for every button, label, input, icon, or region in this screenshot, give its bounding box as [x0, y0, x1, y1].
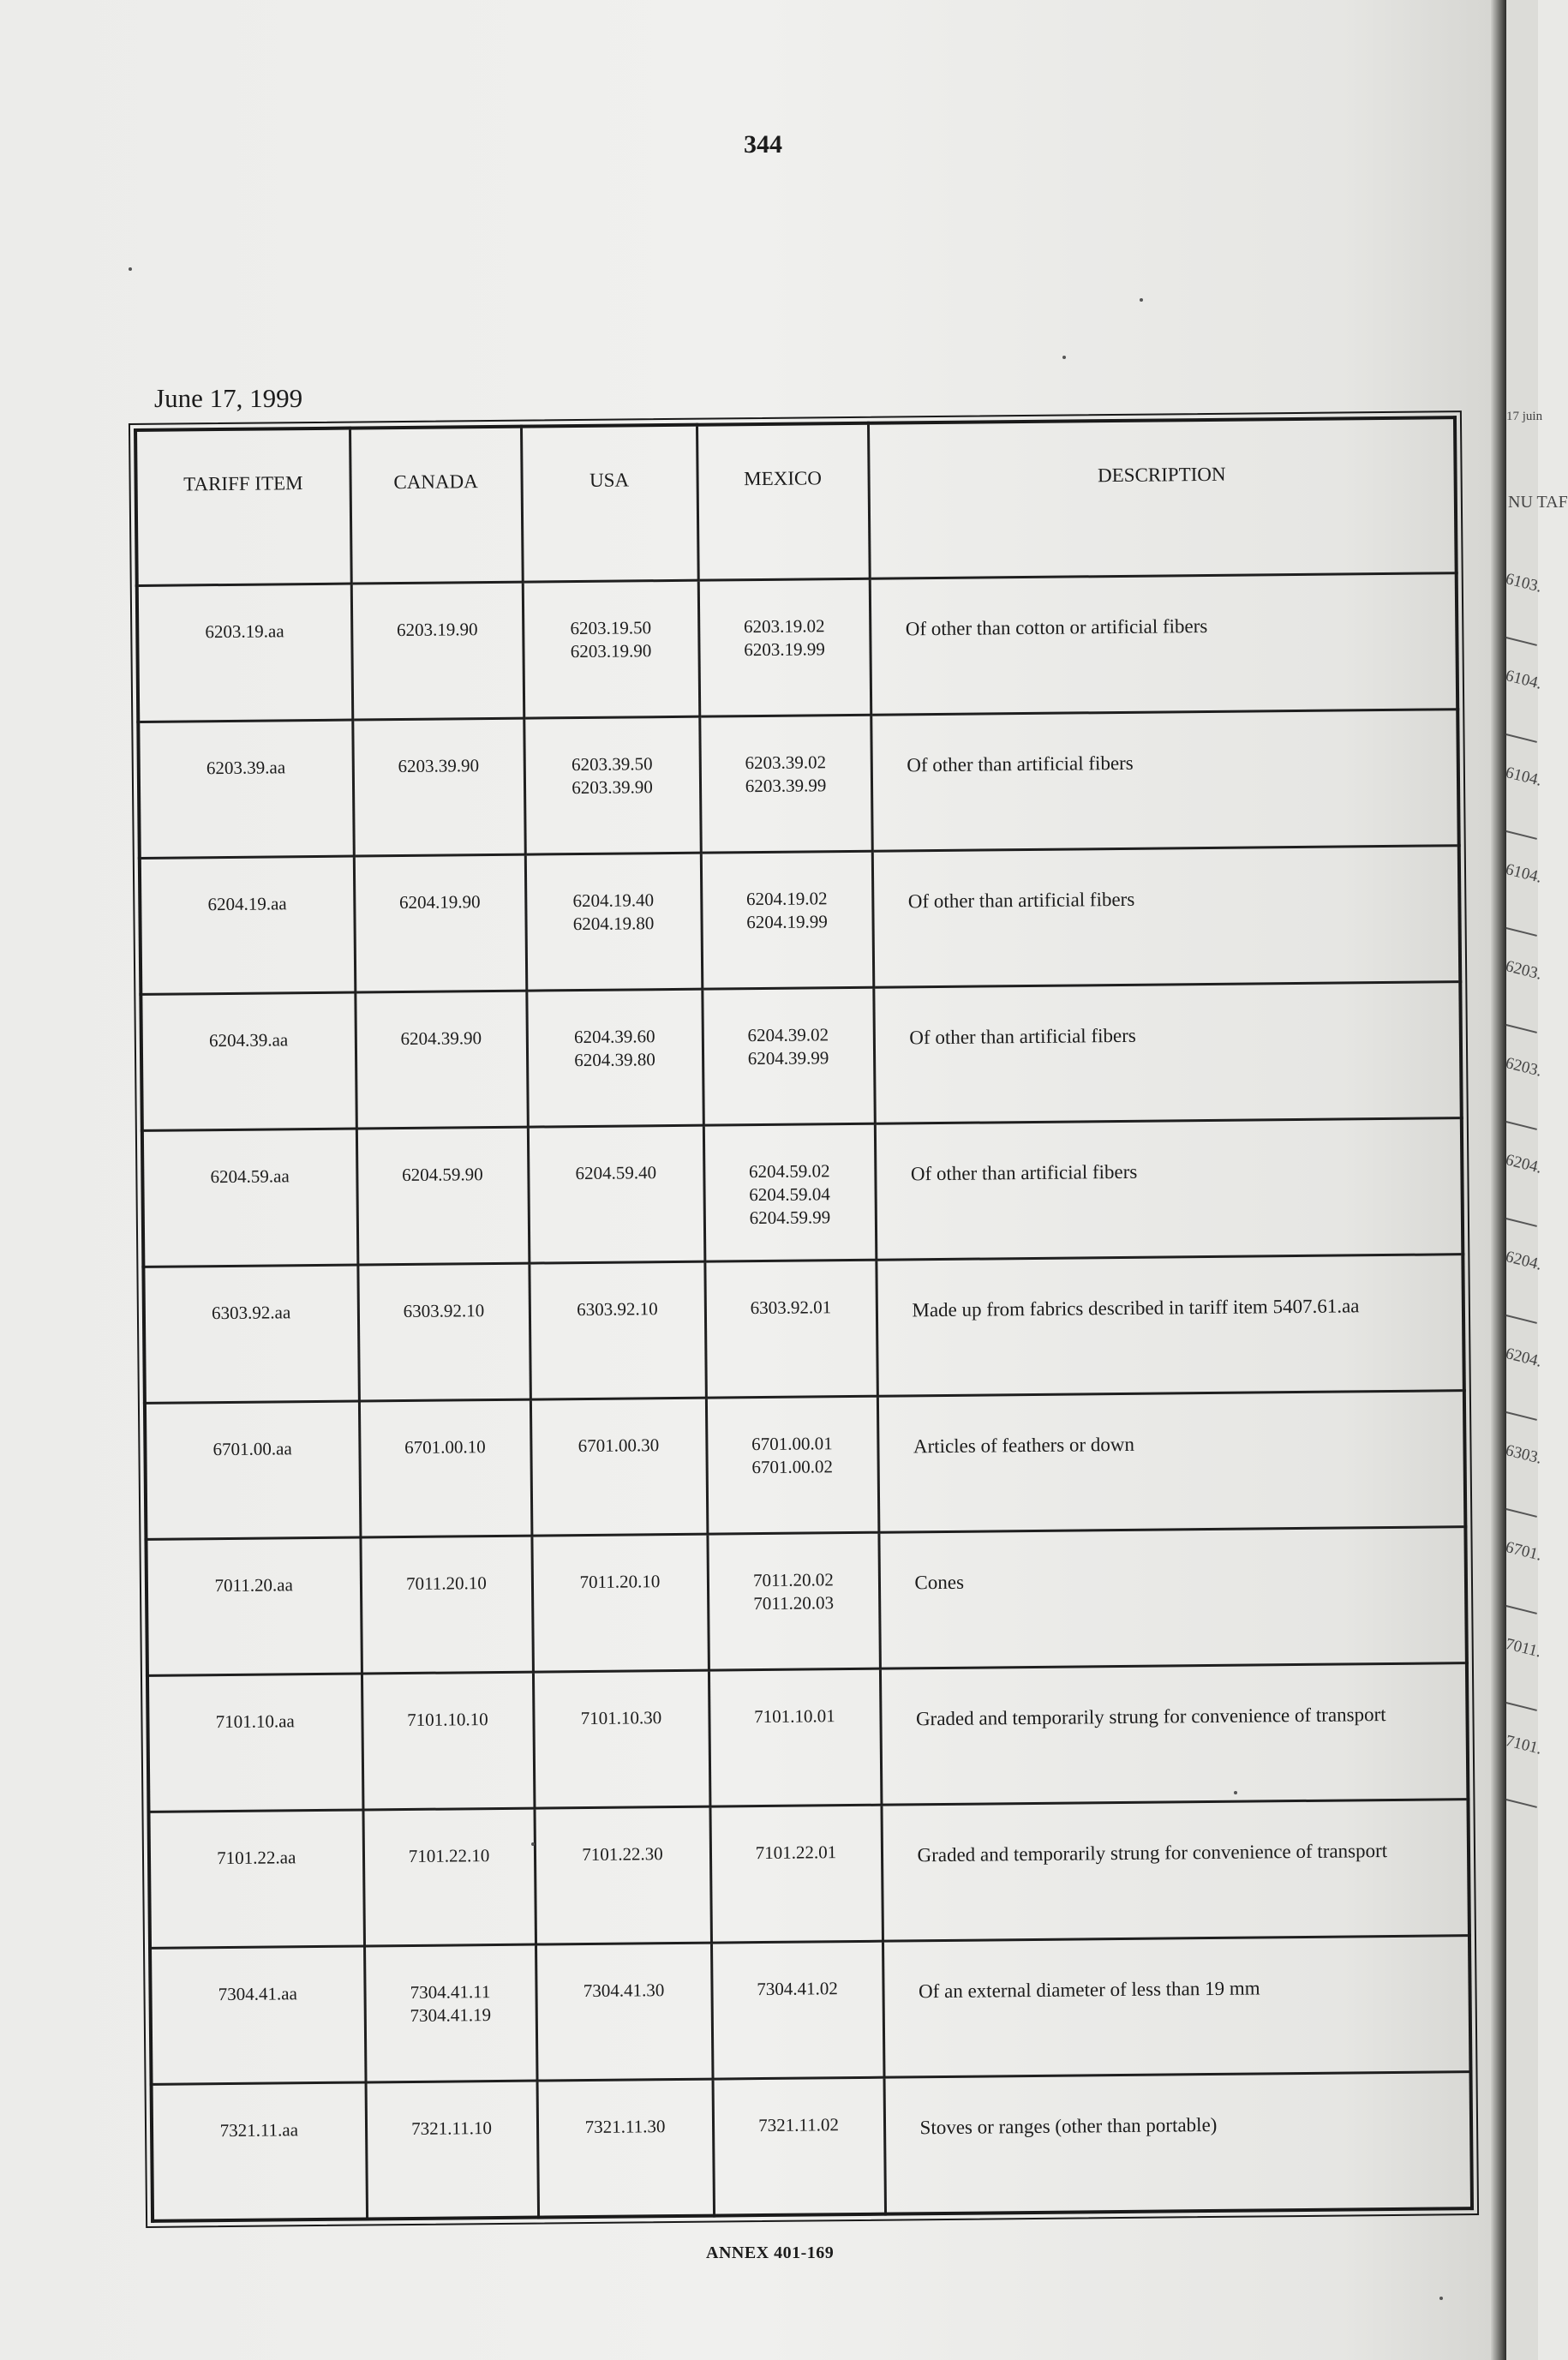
- speck: [129, 267, 132, 271]
- tariff-code: 7011.20.03: [753, 1592, 835, 1614]
- adjacent-item-fragment: 6104.: [1503, 667, 1544, 693]
- tariff-code: 7101.10.10: [407, 1709, 488, 1731]
- header-tariff-item: TARIFF ITEM: [135, 428, 351, 586]
- cell-tariff-item: 6203.19.aa: [137, 584, 353, 722]
- cell-canada: [366, 2081, 539, 2219]
- tariff-code: 6701.00.30: [578, 1435, 660, 1457]
- cell-canada: [357, 1263, 530, 1401]
- tariff-code: 6204.39.99: [747, 1047, 829, 1069]
- table-row: [152, 2072, 1472, 2221]
- table-row: [143, 1255, 1463, 1404]
- tariff-table: [134, 416, 1474, 2223]
- tariff-code: 6204.19.99: [746, 911, 828, 933]
- cell-description: Articles of feathers or down: [877, 1391, 1465, 1533]
- tariff-code: 7321.11.10: [411, 2117, 493, 2139]
- adjacent-row-rule: [1506, 1508, 1537, 1518]
- table-row: [141, 982, 1461, 1131]
- cell-tariff-item: 7304.41.aa: [150, 1946, 366, 2084]
- adjacent-row-rule: [1506, 830, 1537, 840]
- adjacent-row-rule: [1506, 637, 1537, 646]
- adjacent-row-rule: [1506, 1218, 1537, 1227]
- table-row: [150, 1936, 1470, 2085]
- tariff-code: 6204.19.80: [572, 913, 655, 935]
- page-number: 344: [744, 130, 782, 159]
- tariff-code: 7011.20.02: [752, 1569, 834, 1591]
- cell-tariff-item: 6303.92.aa: [143, 1265, 359, 1403]
- tariff-code: 6203.39.99: [745, 775, 827, 797]
- cell-usa: [523, 580, 700, 718]
- tariff-code: 6701.00.02: [751, 1456, 834, 1478]
- table-row: [142, 1118, 1463, 1267]
- cell-tariff-item: 7101.10.aa: [147, 1674, 363, 1812]
- cell-mexico: [713, 2077, 886, 2215]
- cell-tariff-item: 6204.59.aa: [142, 1129, 358, 1267]
- tariff-code: 6203.19.99: [744, 638, 825, 661]
- tariff-code: 6204.39.02: [747, 1024, 829, 1046]
- tariff-code: 6204.19.02: [745, 888, 828, 910]
- adjacent-row-rule: [1506, 1799, 1537, 1808]
- adjacent-row-rule: [1506, 1121, 1537, 1130]
- header-usa: USA: [521, 425, 698, 582]
- table-body: [137, 573, 1472, 2221]
- tariff-code: 7101.10.01: [754, 1705, 835, 1728]
- cell-usa: [530, 1398, 708, 1536]
- cell-mexico: [702, 987, 875, 1125]
- cell-canada: [362, 1672, 535, 1810]
- tariff-code: 7101.22.30: [582, 1843, 663, 1866]
- adjacent-item-fragment: 6203.: [1503, 957, 1544, 984]
- cell-tariff-item: 6203.39.aa: [138, 720, 354, 858]
- cell-description: Of other than artificial fibers: [873, 982, 1461, 1124]
- speck: [1439, 2297, 1443, 2300]
- cell-canada: [355, 991, 528, 1129]
- tariff-code: 7304.41.02: [757, 1978, 838, 2000]
- adjacent-item-fragment: 6701.: [1503, 1538, 1544, 1565]
- cell-tariff-item: 7101.22.aa: [148, 1810, 364, 1948]
- tariff-code: 7101.22.01: [755, 1842, 837, 1864]
- table-row: [146, 1527, 1466, 1676]
- tariff-code: 7101.22.10: [408, 1845, 490, 1866]
- adjacent-item-fragment: 6104.: [1503, 860, 1544, 887]
- cell-description: Of other than artificial fibers: [872, 846, 1460, 988]
- table-row: [140, 846, 1460, 995]
- adjacent-item-fragment: 7011.: [1503, 1635, 1543, 1662]
- tariff-code: 6303.92.01: [750, 1297, 832, 1319]
- table-header-row: [135, 417, 1457, 585]
- cell-description: Of other than cotton or artificial fibers: [870, 573, 1457, 716]
- speck: [1140, 298, 1143, 302]
- tariff-code: 6203.19.90: [396, 619, 478, 641]
- tariff-code: 6204.59.99: [749, 1207, 831, 1229]
- table-row: [138, 710, 1458, 859]
- cell-mexico: [703, 1123, 877, 1261]
- adjacent-item-fragment: 6103.: [1503, 570, 1544, 596]
- adjacent-row-rule: [1506, 927, 1537, 937]
- table-row: [148, 1800, 1469, 1949]
- tariff-table-wrapper: [134, 416, 1466, 2141]
- cell-description: Graded and temporarily strung for convenience of transport: [880, 1663, 1468, 1806]
- cell-mexico: [704, 1260, 877, 1398]
- adjacent-item-fragment: 6204.: [1503, 1345, 1544, 1371]
- cell-tariff-item: 6204.39.aa: [141, 992, 356, 1130]
- tariff-code: 6204.59.90: [402, 1164, 483, 1186]
- speck: [531, 1842, 535, 1846]
- cell-tariff-item: 7321.11.aa: [152, 2082, 368, 2221]
- adjacent-row-rule: [1506, 1702, 1537, 1711]
- cell-usa: [525, 853, 703, 991]
- adjacent-row-rule: [1506, 1024, 1537, 1033]
- tariff-code: 6303.92.10: [403, 1300, 485, 1322]
- header-description: DESCRIPTION: [868, 417, 1457, 578]
- tariff-code: 6204.39.90: [400, 1027, 482, 1050]
- cell-description: Graded and temporarily strung for convenience of transport: [881, 1800, 1469, 1942]
- tariff-code: 6203.39.90: [572, 776, 653, 799]
- cell-canada: [360, 1536, 533, 1674]
- adjacent-item-fragment: 6203.: [1503, 1054, 1544, 1081]
- tariff-code: 7011.20.10: [579, 1571, 661, 1593]
- cell-mexico: [706, 1396, 879, 1534]
- cell-tariff-item: 6701.00.aa: [145, 1401, 361, 1539]
- cell-description: Of other than artificial fibers: [871, 710, 1458, 852]
- tariff-code: 7304.41.30: [583, 1980, 665, 2002]
- cell-usa: [533, 1670, 710, 1808]
- adjacent-row-rule: [1506, 734, 1537, 743]
- book-spine-shadow: [1491, 0, 1506, 2360]
- adjacent-header-fragment: NU TAF: [1508, 493, 1568, 512]
- adjacent-item-fragment: 7101.: [1503, 1732, 1544, 1758]
- tariff-code: 6203.39.90: [398, 755, 480, 777]
- tariff-code: 6203.19.50: [570, 617, 652, 639]
- speck: [1234, 1791, 1237, 1794]
- tariff-code: 6303.92.10: [577, 1298, 658, 1321]
- tariff-code: 6701.00.01: [751, 1433, 833, 1455]
- tariff-code: 6204.19.40: [572, 889, 655, 912]
- table-row: [137, 573, 1457, 722]
- tariff-code: 7011.20.10: [405, 1572, 487, 1595]
- tariff-code: 6701.00.10: [404, 1436, 486, 1459]
- cell-usa: [529, 1261, 706, 1399]
- tariff-code: 7321.11.02: [758, 2114, 840, 2136]
- adjacent-row-rule: [1506, 1605, 1537, 1614]
- tariff-code: 7304.41.19: [410, 2004, 492, 2026]
- cell-usa: [524, 716, 701, 854]
- tariff-code: 6204.59.40: [575, 1162, 657, 1184]
- cell-description: Stoves or ranges (other than portable): [884, 2072, 1472, 2214]
- cell-description: Of other than artificial fibers: [875, 1118, 1463, 1261]
- adjacent-date-fragment: 17 juin: [1506, 410, 1543, 423]
- tariff-code: 6204.39.80: [574, 1049, 655, 1071]
- tariff-code: 6204.39.60: [573, 1026, 655, 1048]
- cell-mexico: [707, 1532, 880, 1670]
- cell-canada: [364, 1944, 537, 2082]
- adjacent-row-rule: [1506, 1315, 1537, 1324]
- tariff-code: 6204.59.04: [749, 1183, 830, 1206]
- cell-usa: [526, 989, 703, 1127]
- cell-tariff-item: 6204.19.aa: [140, 856, 356, 994]
- tariff-code: 7304.41.11: [410, 1981, 491, 2003]
- table-row: [145, 1391, 1465, 1540]
- tariff-code: 6203.19.90: [570, 640, 652, 662]
- tariff-code: 6204.19.90: [398, 891, 481, 913]
- cell-mexico: [711, 1941, 884, 2079]
- header-canada: CANADA: [350, 427, 523, 584]
- cell-usa: [528, 1125, 705, 1263]
- tariff-code: 6203.19.02: [743, 615, 825, 638]
- adjacent-item-fragment: 6204.: [1503, 1151, 1544, 1177]
- tariff-code: 7101.10.30: [580, 1707, 662, 1729]
- tariff-code: 6204.59.02: [748, 1160, 830, 1183]
- header-mexico: MEXICO: [697, 423, 870, 580]
- cell-usa: [537, 2079, 715, 2217]
- cell-mexico: [699, 715, 872, 853]
- tariff-code: 6203.39.02: [745, 752, 827, 774]
- cell-tariff-item: 7011.20.aa: [146, 1537, 362, 1675]
- cell-mexico: [701, 851, 874, 989]
- adjacent-item-fragment: 6104.: [1503, 764, 1544, 790]
- cell-canada: [356, 1127, 530, 1265]
- adjacent-item-fragment: 6204.: [1503, 1248, 1544, 1274]
- cell-canada: [351, 582, 524, 720]
- adjacent-item-fragment: 6303.: [1503, 1441, 1544, 1468]
- adjacent-row-rule: [1506, 1411, 1537, 1421]
- cell-canada: [354, 854, 527, 992]
- speck: [1062, 356, 1066, 359]
- cell-usa: [534, 1806, 711, 1944]
- document-date: June 17, 1999: [154, 383, 303, 413]
- cell-usa: [531, 1534, 709, 1672]
- cell-description: Made up from fabrics described in tariff item 5407.61.aa: [876, 1255, 1463, 1397]
- cell-mexico: [698, 578, 871, 716]
- cell-description: Cones: [878, 1527, 1466, 1669]
- adjacent-page-edge: [1503, 0, 1568, 2360]
- cell-canada: [359, 1399, 532, 1537]
- annex-footer: ANNEX 401-169: [706, 2243, 835, 2262]
- tariff-code: 7321.11.30: [584, 2116, 666, 2138]
- tariff-code: 6203.39.50: [571, 753, 653, 776]
- cell-mexico: [709, 1668, 882, 1806]
- cell-mexico: [709, 1805, 883, 1943]
- cell-description: Of an external diameter of less than 19 mm: [883, 1936, 1470, 2078]
- cell-canada: [362, 1808, 536, 1946]
- cell-usa: [536, 1943, 713, 2081]
- cell-canada: [352, 718, 525, 856]
- table-row: [147, 1663, 1468, 1812]
